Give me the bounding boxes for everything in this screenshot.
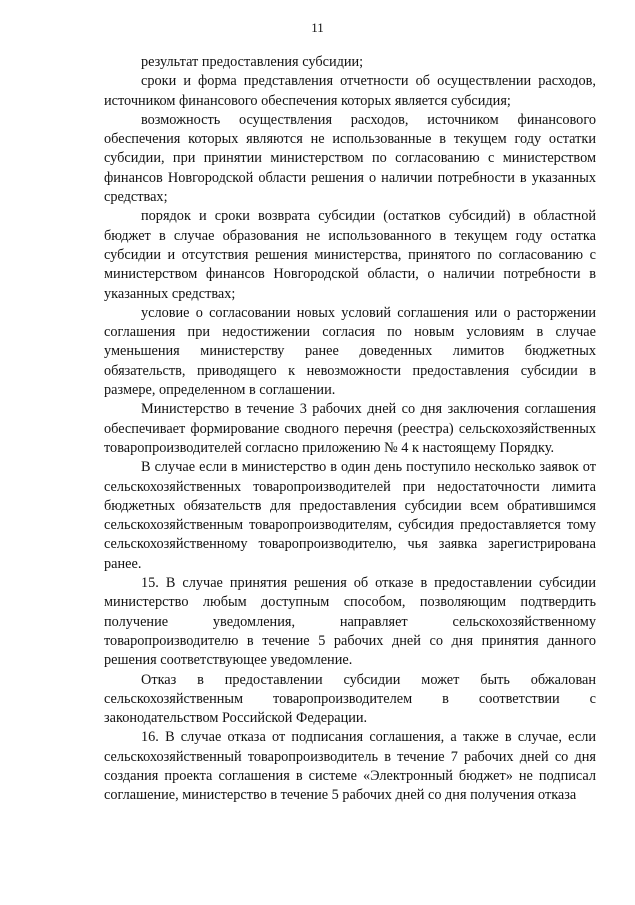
paragraph-multiple-applications: В случае если в министерство в один день поступило несколько заявок от сельскохозяйственных товаропроизводителей при недостаточности лимита бюджетных обязательств для предоставления субсидии всем обратившимся сельскохозяйственным товаропроизводителям, субсидия предоставляется тому сельскохозяйственному товаропроизводителю, чья заявка зарегистрирована ранее. [104,459,596,572]
paragraph-section-15: 15. В случае принятия решения об отказе в предоставлении субсидии министерство любым доступным способом, позволяющим подтвердить получение уведомления, направляет сельскохозяйственному товаропроизводителю в течение 5 рабочих дней со дня принятия данного решения соответствующее уведомление. [104,575,596,669]
paragraph-registry: Министерство в течение 3 рабочих дней со дня заключения соглашения обеспечивает формирование сводного перечня (реестра) сельскохозяйственных товаропроизводителей согласно приложению № 4 к настоящему Порядку. [104,401,596,456]
paragraph-new-conditions: условие о согласовании новых условий соглашения или о расторжении соглашения при недостижении согласия по новым условиям в случае уменьшения министерству ранее доведенных лимитов бюджетных обязательств, приводящего к невозможности предоставления субсидии в размере, определенном в соглашении. [104,304,596,399]
document-body [104,53,596,806]
paragraph-section-16: 16. В случае отказа от подписания соглашения, а также в случае, если сельскохозяйственный товаропроизводитель в течение 7 рабочих дней со дня создания проекта соглашения в системе «Электронный бюджет» не подписал соглашение, министерство в течение 5 рабочих дней со дня получения отказа [104,729,596,804]
paragraph-unused-balances: возможность осуществления расходов, источником финансового обеспечения которых являются не использованные в текущем году остатки субсидии, при принятии министерством по согласованию с министерством финансов Новгородской области решения о наличии потребности в указанных средствах; [104,111,596,206]
paragraph-reporting-terms: сроки и форма представления отчетности об осуществлении расходов, источником финансового обеспечения которых является субсидия; [104,73,596,109]
page-number: 11 [311,20,324,35]
paragraph-refund-procedure: порядок и сроки возврата субсидии (остатков субсидий) в областной бюджет в случае образования не использованного в текущем году остатка субсидии и отсутствия решения министерства, принятого по согласованию с министерством финансов Новгородской области, о наличии потребности в указанных средствах; [104,208,596,302]
paragraph-appeal: Отказ в предоставлении субсидии может быть обжалован сельскохозяйственным товаропроизводителем в соответствии с законодательством Российской Федерации. [104,671,596,727]
paragraph-result: результат предоставления субсидии; [141,54,364,70]
